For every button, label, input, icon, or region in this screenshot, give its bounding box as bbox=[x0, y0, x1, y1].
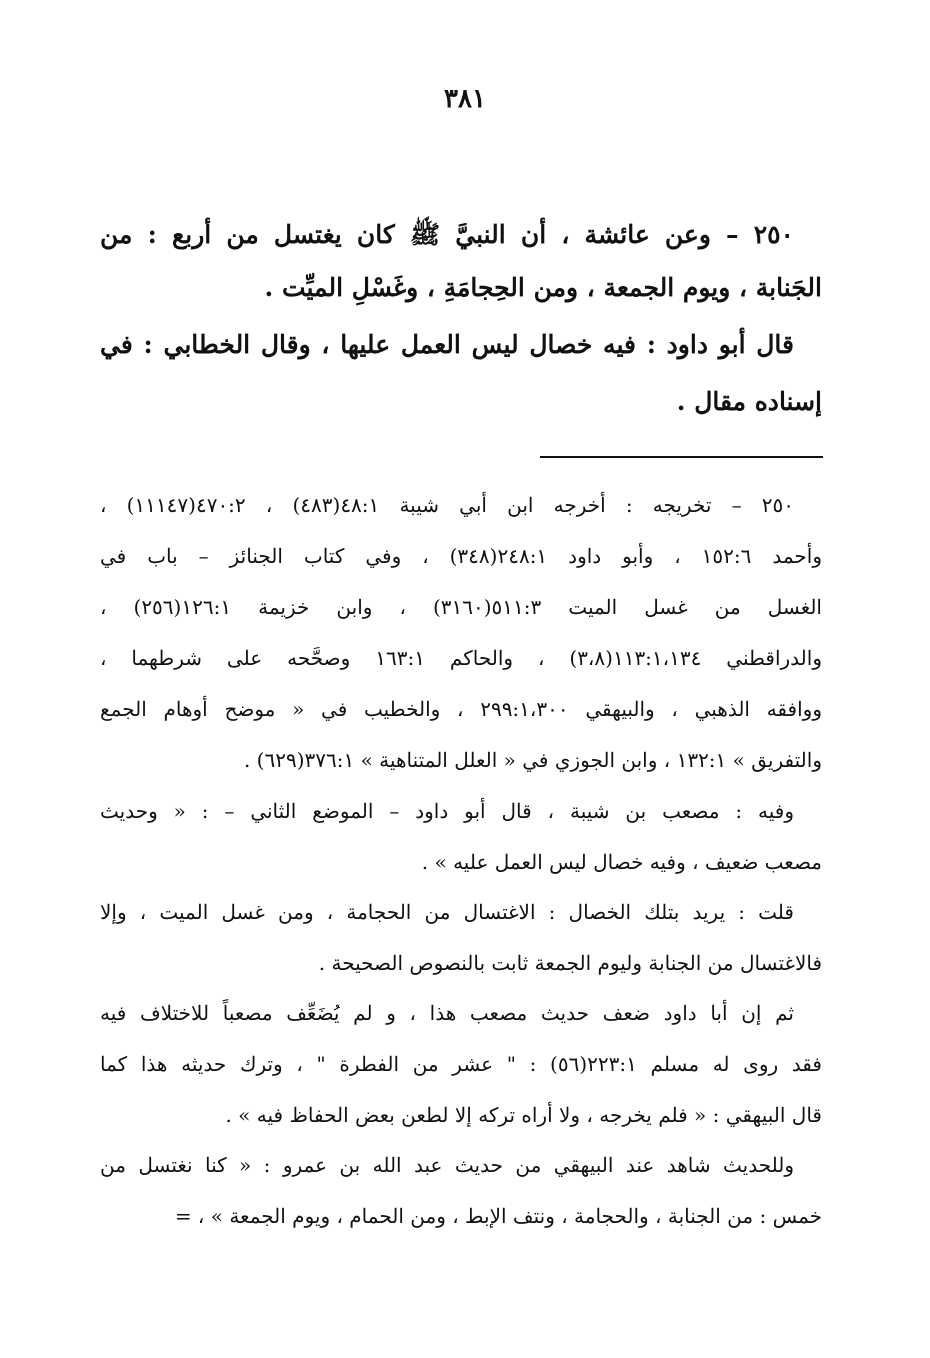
main-text-line-3: قال أبو داود : فيه خصال ليس العمل عليها ، وقال الخطابي : في bbox=[100, 330, 794, 359]
footnote-line-12: فقد روى له مسلم ٢٢٣:١(٥٦) : " عشر من الفطرة " ، وترك حديثه هذا كما bbox=[100, 1052, 822, 1076]
main-text-line-2: الجَنابة ، ويوم الجمعة ، ومن الحِجامَةِ ، وغَسْلِ الميِّت . bbox=[264, 273, 822, 302]
footnote-line-9: قلت : يريد بتلك الخصال : الاغتسال من الحجامة ، ومن غسل الميت ، وإلا bbox=[100, 900, 794, 924]
footnote-line-15: خمس : من الجنابة ، والحجامة ، ونتف الإبط ، ومن الحمام ، ويوم الجمعة » ، = bbox=[174, 1204, 822, 1228]
main-text-line-4: إسناده مقال . bbox=[676, 387, 822, 416]
footnote-divider bbox=[540, 456, 823, 458]
footnote-line-6: والتفريق » ١٣٢:١ ، وابن الجوزي في « العلل المتناهية » ٣٧٦:١(٦٢٩) . bbox=[243, 748, 822, 772]
footnote-line-8: مصعب ضعيف ، وفيه خصال ليس العمل عليه » . bbox=[421, 850, 822, 874]
footnote-line-14: وللحديث شاهد عند البيهقي من حديث عبد الله بن عمرو : « كنا نغتسل من bbox=[100, 1153, 794, 1177]
footnote-line-11: ثم إن أبا داود ضعف حديث مصعب هذا ، و لم يُضَعِّف مصعباً للاختلاف فيه bbox=[100, 1001, 794, 1025]
footnote-line-10: فالاغتسال من الجنابة وليوم الجمعة ثابت بالنصوص الصحيحة . bbox=[318, 951, 822, 975]
footnote-line-5: ووافقه الذهبي ، والبيهقي ٢٩٩:١،٣٠٠ ، والخطيب في « موضح أوهام الجمع bbox=[100, 697, 822, 721]
footnote-line-2: وأحمد ١٥٢:٦ ، وأبو داود ٢٤٨:١(٣٤٨) ، وفي كتاب الجنائز – باب في bbox=[100, 544, 822, 568]
footnote-line-7: وفيه : مصعب بن شيبة ، قال أبو داود – الموضع الثاني – : « وحديث bbox=[100, 799, 794, 823]
main-text-line-1: ٢٥٠ – وعن عائشة ، أن النبيَّ ﷺ كان يغتسل من أربع : من bbox=[100, 220, 794, 249]
footnote-line-4: والدراقطني ١١٣:١،١٣٤(٣،٨) ، والحاكم ١٦٣:١ وصحَّحه على شرطهما ، bbox=[100, 646, 822, 670]
footnote-line-1: ٢٥٠ – تخريجه : أخرجه ابن أبي شيبة ٤٨:١(٤٨٣) ، ٤٧٠:٢(١١١٤٧) ، bbox=[100, 493, 794, 517]
page-number: ٣٨١ bbox=[444, 84, 486, 114]
footnote-line-3: الغسل من غسل الميت ٥١١:٣(٣١٦٠) ، وابن خزيمة ١٢٦:١(٢٥٦) ، bbox=[100, 595, 822, 619]
footnote-line-13: قال البيهقي : « فلم يخرجه ، ولا أراه تركه إلا لطعن بعض الحفاظ فيه » . bbox=[225, 1103, 822, 1127]
